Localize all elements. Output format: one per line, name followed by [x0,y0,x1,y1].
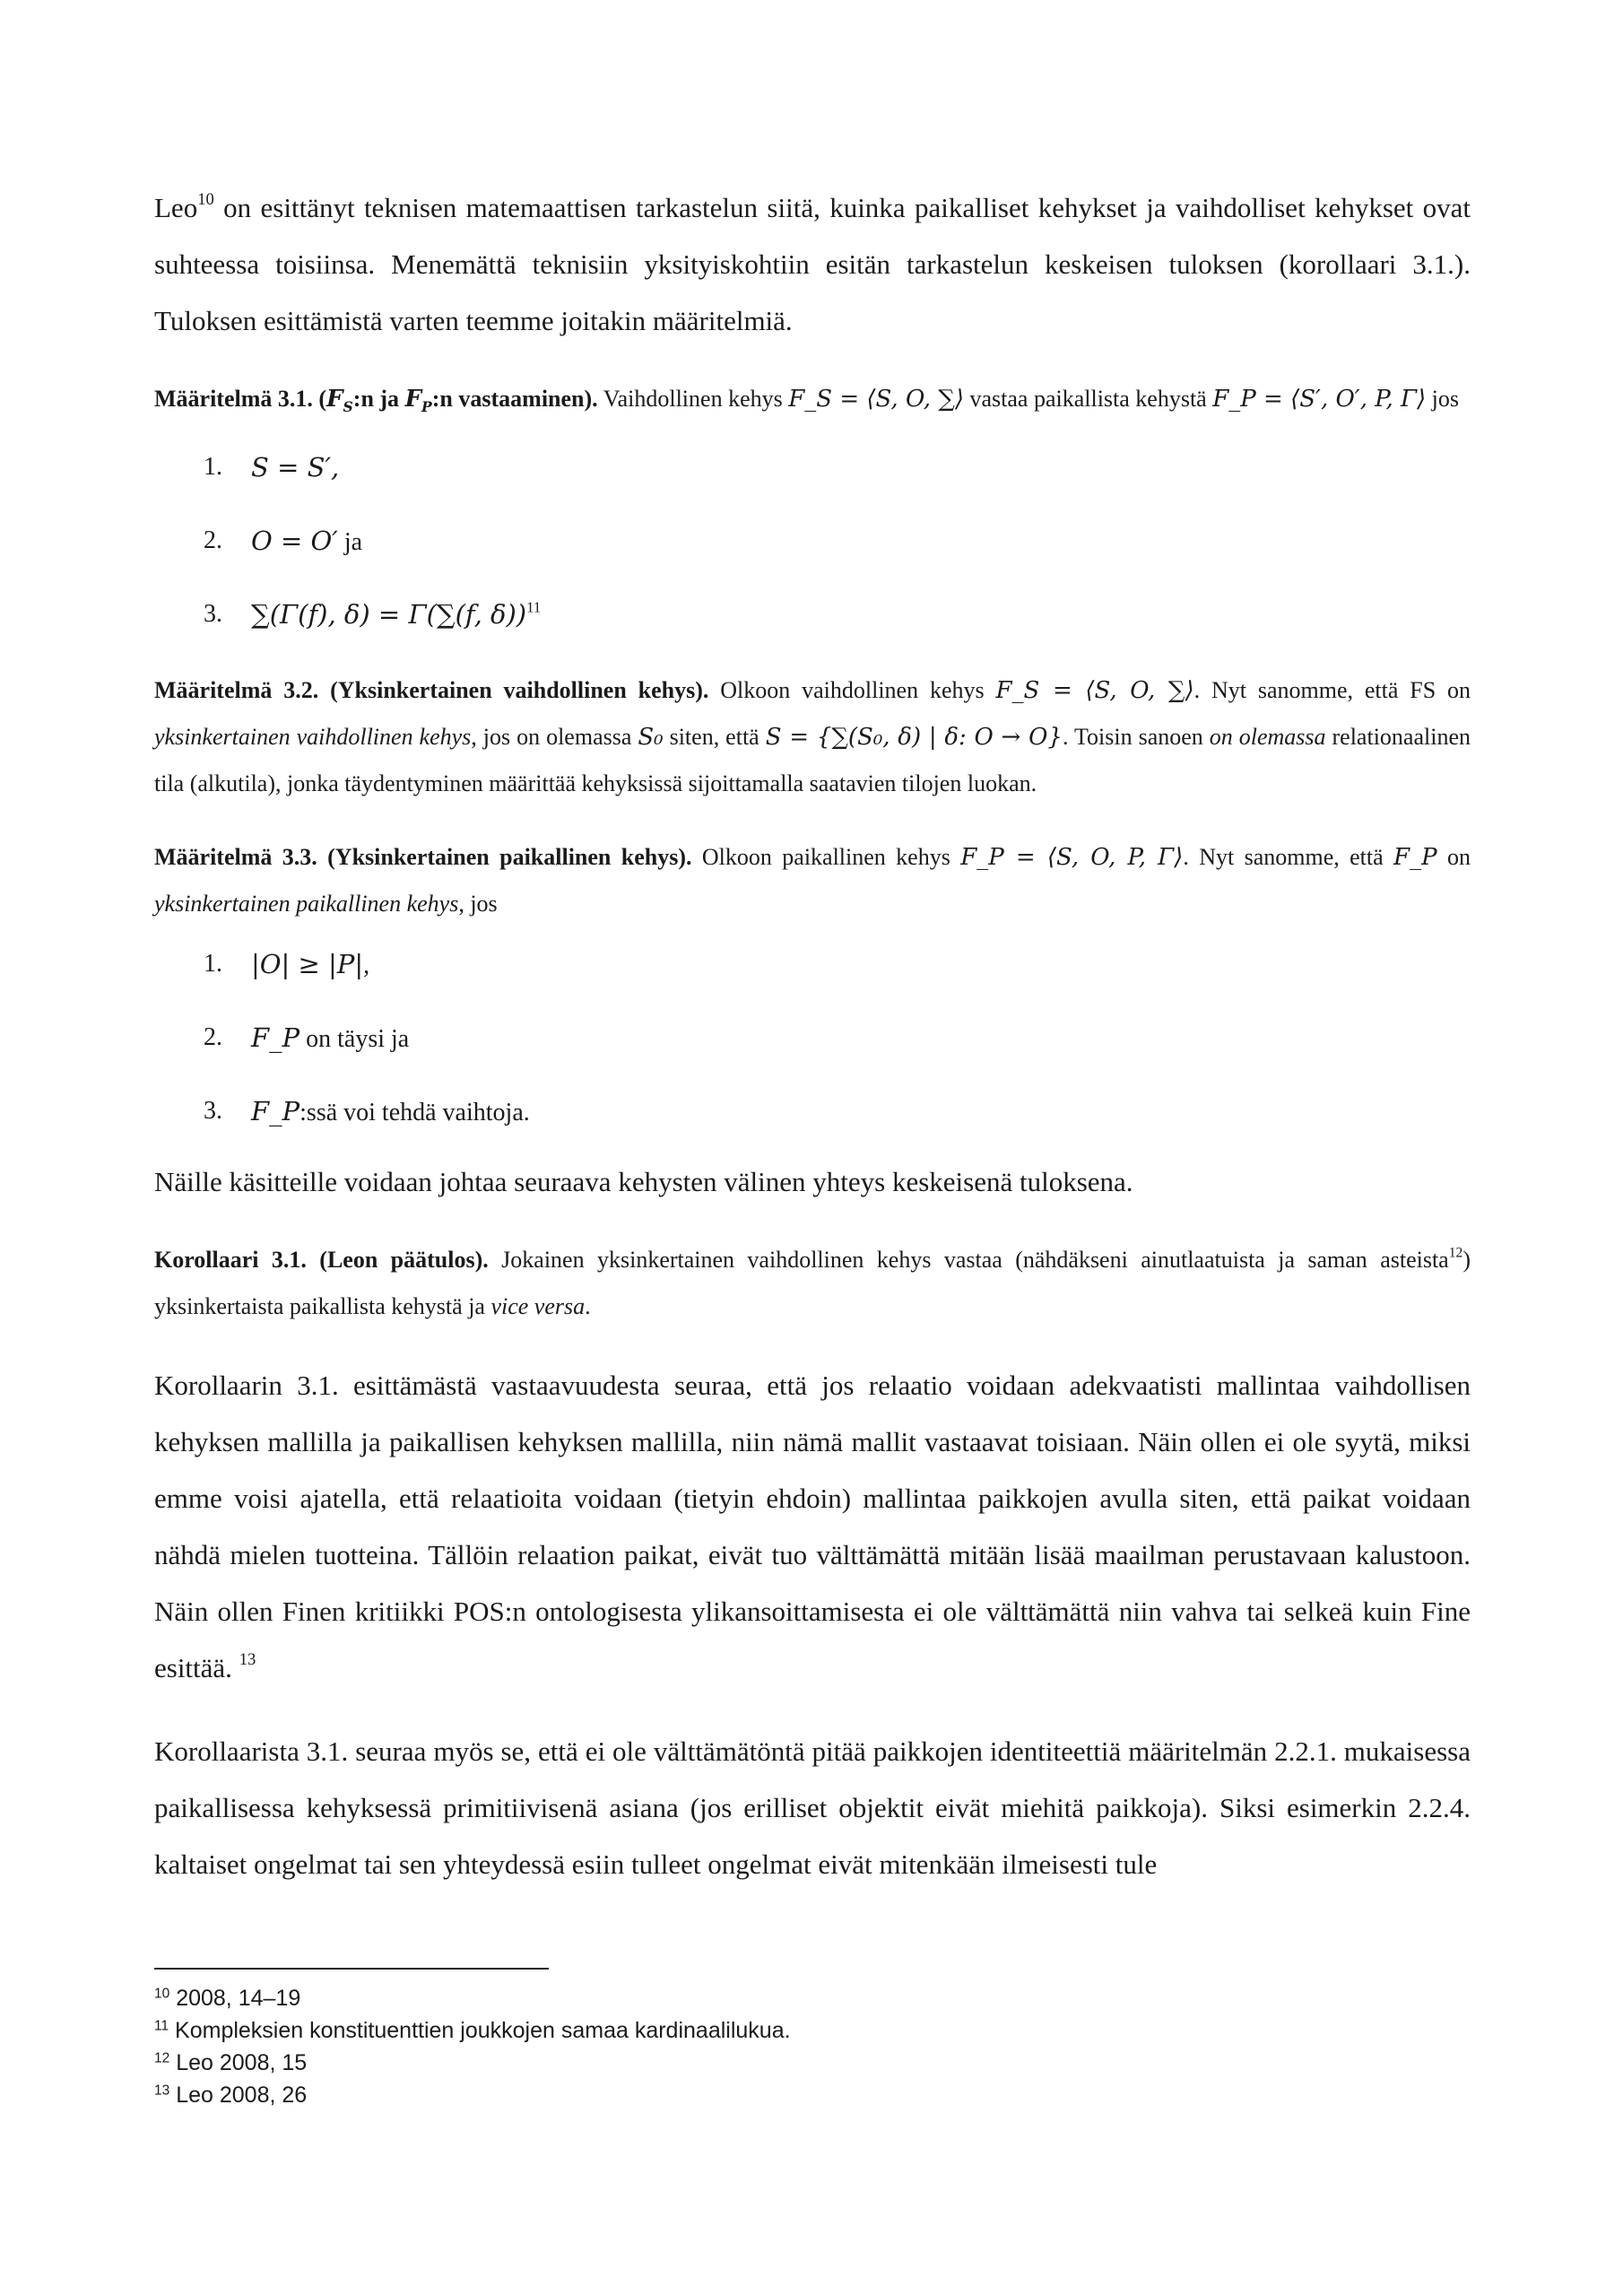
corollary-3-1: Korollaari 3.1. (Leon päätulos). Jokainen yksinkertainen vaihdollinen kehys vastaa (nähdäkseni ainutlaatuista ja saman asteista$^{12}$) yksinkertaista paikallista kehystä ja vice versa. [154,1245,1471,1320]
math-expression: F_P [1393,844,1437,872]
document-page [154,179,1471,1892]
list-item: 2. O = O′ ja [204,526,363,557]
math-expression: S₀ [638,724,664,752]
list-item: 1. S = S′, [204,452,340,483]
math-expression: F_S = ⟨S, O, ∑⟩ [995,677,1194,705]
paragraph-consequence: Korollaarista 3.1. seuraa myös se, että ei ole välttämätöntä pitää paikkojen identiteettiä määritelmän 2.2.1. mukaisessa paikallisessa kehyksessä primitiivisenä asiana (jos erilliset objektit eivät miehitä paikkoja). Siksi esimerkin 2.2.4. kaltaiset ongelmat tai sen yhteydessä esiin tulleet ongelmat eivät mitenkään ilmeisesti tule [154,1735,1471,1881]
footnote-item: $^{10}$ 2008, 14–19 [154,1986,301,2011]
math-expression: F_P = ⟨S′, O′, P, Γ⟩ [1212,386,1427,413]
footnote-item: $^{11}$ Kompleksien konstituenttien joukkojen samaa kardinaalilukua. [154,2018,791,2043]
list-item: 3. F_P:ssä voi tehdä vaihtoja. [204,1096,530,1127]
footnote-item: $^{13}$ Leo 2008, 26 [154,2083,308,2108]
paragraph-intro: Leo$^{10}$ on esittänyt teknisen matemaattisen tarkastelun siitä, kuinka paikalliset kehykset ja vaihdolliset kehykset ovat suhteessa toisiinsa. Menemättä teknisiin yksityiskohtiin esitän tarkastelun keskeisen tuloksen (korollaari 3.1.). Tuloksen esittämistä varten teemme joitakin määritelmiä. [154,190,1471,336]
list-item: 3. ∑(Γ(f), δ) = Γ(∑(f, δ))$^{11}$ [204,598,542,631]
math-expression: F_S = ⟨S, O, ∑⟩ [788,386,964,413]
list-item: 2. F_P on täysi ja [204,1022,410,1054]
list-item: 1. |O| ≥ |P|, [204,949,370,980]
corollary-title: Korollaari 3.1. (Leon päätulos). [154,1247,489,1274]
definition-3-1-conditions [154,430,1471,651]
definition-3-3: Määritelmä 3.3. (Yksinkertainen paikallinen kehys). Olkoon paikallinen kehys F_P = ⟨S, O, P, Γ⟩. Nyt sanomme, että F_P on yksinkertainen paikallinen kehys, jos [154,844,1471,918]
footnote-divider [154,1968,549,1970]
definition-3-2: Määritelmä 3.2. (Yksinkertainen vaihdollinen kehys). Olkoon vaihdollinen kehys F_S = ⟨S, O, ∑⟩. Nyt sanomme, että FS on yksinkertainen vaihdollinen kehys, jos on olemassa S₀ siten, että S = {∑(S₀, δ) | δ: O → O}. Toisin sanoen on olemassa relationaalinen tila (alkutila), jonka täydentyminen määrittää kehyksissä sijoittamalla saatavien tilojen luokan. [154,677,1471,797]
footnote-ref-11[interactable]: 11 [526,598,542,616]
definition-3-1: Määritelmä 3.1. ($F_S:n$ ja $F_P:n$ vastaaminen). Vaihdollinen kehys F_S = ⟨S, O, ∑⟩ vastaa paikallista kehystä F_P = ⟨S′, O′, P, Γ⟩ jos [154,386,1460,416]
footnote-ref-13[interactable]: 13 [239,1650,256,1670]
paragraph-correspondence: Korollaarin 3.1. esittämästä vastaavuudesta seuraa, että jos relaatio voidaan adekvaatisti mallintaa vaihdollisen kehyksen mallilla ja paikallisen kehyksen mallilla, niin nämä mallit vastaavat toisiaan. Näin ollen ei ole syytä, miksi emme voisi ajatella, että relaatioita voidaan (tietyin ehdoin) mallintaa paikkojen avulla siten, että paikat voidaan nähdä mielen tuotteina. Tällöin relaation paikat, eivät tuo välttämättä mitään lisää maailman perustavaan kalustoon. Näin ollen Finen kritiikki POS:n ontologisesta ylikansoittamisesta ei ole välttämättä niin vahva tai selkeä kuin Fine esittää. $^{13}$ [154,1370,1471,1684]
math-expression: F_P = ⟨S, O, P, Γ⟩ [960,844,1184,872]
definition-title: Määritelmä 3.3. (Yksinkertainen paikallinen kehys). [154,844,692,871]
paragraph-result-intro: Näille käsitteille voidaan johtaa seuraava kehysten välinen yhteys keskeisenä tuloksena. [154,1166,1133,1198]
math-expression: S = {∑(S₀, δ) | δ: O → O} [765,724,1063,752]
footnote-item: $^{12}$ Leo 2008, 15 [154,2050,308,2075]
footnote-ref-12[interactable]: 12 [1448,1245,1463,1261]
definition-3-3-conditions [154,927,1471,1148]
definition-title: Määritelmä 3.1. ($F_S:n$ ja $F_P:n$ vastaaminen). [154,386,598,416]
definition-title: Määritelmä 3.2. (Yksinkertainen vaihdollinen kehys). [154,677,709,704]
footnote-ref-10[interactable]: 10 [197,190,214,210]
footnotes [154,1968,1471,2111]
